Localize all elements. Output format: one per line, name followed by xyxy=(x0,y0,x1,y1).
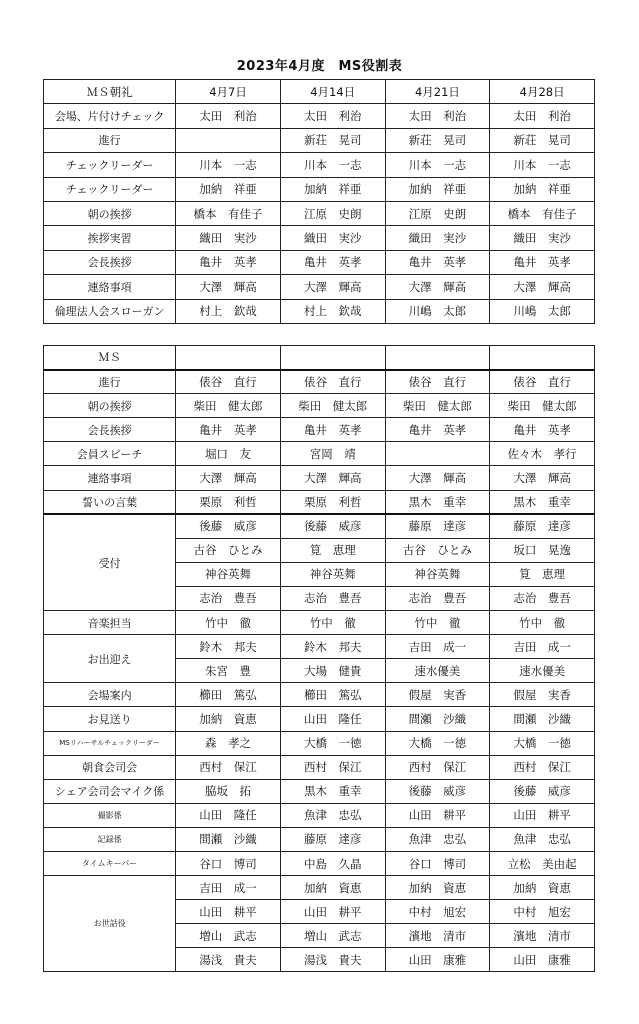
name-cell: 筧 恵理 xyxy=(280,538,385,562)
name-cell: 加納 資恵 xyxy=(280,876,385,900)
name-cell: 古谷 ひとみ xyxy=(385,538,490,562)
name-cell: 志治 豊吾 xyxy=(385,586,490,610)
name-cell: 山田 耕平 xyxy=(176,900,281,924)
name-cell: 大澤 輝高 xyxy=(280,275,385,299)
name-cell: 山田 康雅 xyxy=(490,948,595,972)
name-cell: 櫛田 篤弘 xyxy=(176,683,281,707)
name-cell: 竹中 徹 xyxy=(490,611,595,635)
name-cell: 朱宮 豊 xyxy=(176,659,281,683)
table-row xyxy=(44,275,595,299)
table-row xyxy=(44,827,595,851)
name-cell: 亀井 英孝 xyxy=(176,418,281,442)
name-cell: 新荘 晃司 xyxy=(385,128,490,152)
name-cell: 立松 美由起 xyxy=(490,851,595,875)
role-cell: 連絡事項 xyxy=(44,275,176,299)
name-cell: 鈴木 邦夫 xyxy=(176,635,281,659)
role-cell: 会場案内 xyxy=(44,683,176,707)
name-cell: 亀井 英孝 xyxy=(490,250,595,274)
name-cell: 川嶋 太郎 xyxy=(385,299,490,323)
role-cell: 会員スピーチ xyxy=(44,442,176,466)
role-cell: 受付 xyxy=(44,514,176,610)
role-cell: 挨拶実習 xyxy=(44,226,176,250)
name-cell: 山田 耕平 xyxy=(280,900,385,924)
name-cell: 加納 祥亜 xyxy=(176,177,281,201)
name-cell: 西村 保江 xyxy=(490,755,595,779)
table-row xyxy=(44,611,595,635)
name-cell: 志治 豊吾 xyxy=(176,586,281,610)
table-row xyxy=(44,514,595,538)
name-cell: 大澤 輝高 xyxy=(490,466,595,490)
table-row xyxy=(44,250,595,274)
role-cell: 朝の挨拶 xyxy=(44,201,176,225)
name-cell: 吉田 成一 xyxy=(385,635,490,659)
name-cell: 坂口 晃逸 xyxy=(490,538,595,562)
name-cell: 柴田 健太郎 xyxy=(176,394,281,418)
name-cell: 宮岡 靖 xyxy=(280,442,385,466)
name-cell: 大場 健貴 xyxy=(280,659,385,683)
table-row xyxy=(44,418,595,442)
name-cell: 山田 康雅 xyxy=(385,948,490,972)
name-cell: 大澤 輝高 xyxy=(385,275,490,299)
name-cell: 吉田 成一 xyxy=(176,876,281,900)
name-cell: 佐々木 孝行 xyxy=(490,442,595,466)
name-cell: 織田 実沙 xyxy=(176,226,281,250)
name-cell: 後藤 威彦 xyxy=(176,514,281,538)
name-cell: 濱地 清市 xyxy=(490,924,595,948)
table-row xyxy=(44,755,595,779)
name-cell: 江原 史朗 xyxy=(280,201,385,225)
name-cell: 村上 欽哉 xyxy=(280,299,385,323)
name-cell: 後藤 威彦 xyxy=(385,779,490,803)
table-row xyxy=(44,635,595,659)
table-row xyxy=(44,299,595,323)
name-cell: 速水優美 xyxy=(385,659,490,683)
table-row xyxy=(44,851,595,875)
name-cell: 竹中 徹 xyxy=(176,611,281,635)
table-row xyxy=(44,442,595,466)
name-cell: 吉田 成一 xyxy=(490,635,595,659)
table-row xyxy=(44,104,595,128)
name-cell: 加納 祥亜 xyxy=(490,177,595,201)
name-cell: 鈴木 邦夫 xyxy=(280,635,385,659)
name-cell: 脇坂 拓 xyxy=(176,779,281,803)
name-cell: 山田 耕平 xyxy=(385,803,490,827)
name-cell: 西村 保江 xyxy=(385,755,490,779)
name-cell: 太田 利治 xyxy=(385,104,490,128)
table-row xyxy=(44,876,595,900)
table-row xyxy=(44,201,595,225)
role-cell: お出迎え xyxy=(44,635,176,683)
name-cell: 亀井 英孝 xyxy=(490,418,595,442)
name-cell: 速水優美 xyxy=(490,659,595,683)
name-cell: 俵谷 直行 xyxy=(385,370,490,394)
name-cell: 後藤 威彦 xyxy=(490,779,595,803)
role-cell: 倫理法人会スローガン xyxy=(44,299,176,323)
table-row xyxy=(44,394,595,418)
name-cell: 魚津 忠弘 xyxy=(490,827,595,851)
name-cell: 川本 一志 xyxy=(385,153,490,177)
name-cell: 魚津 忠弘 xyxy=(280,803,385,827)
role-cell: シェア会司会マイク係 xyxy=(44,779,176,803)
role-cell: 誓いの言葉 xyxy=(44,490,176,514)
name-cell: 藤原 達彦 xyxy=(490,514,595,538)
name-cell: 山田 耕平 xyxy=(490,803,595,827)
ms-table xyxy=(43,345,595,972)
role-cell: 連絡事項 xyxy=(44,466,176,490)
name-cell: 間瀬 沙織 xyxy=(176,827,281,851)
name-cell: 中島 久晶 xyxy=(280,851,385,875)
name-cell: 中村 旭宏 xyxy=(385,900,490,924)
header-cell: ＭＳ朝礼 xyxy=(44,80,176,104)
name-cell: 栗原 利哲 xyxy=(176,490,281,514)
ms-morning-table xyxy=(43,79,595,324)
name-cell: 神谷英舞 xyxy=(280,562,385,586)
name-cell: 神谷英舞 xyxy=(176,562,281,586)
name-cell: 竹中 徹 xyxy=(280,611,385,635)
empty-slashed-cell xyxy=(385,442,490,466)
name-cell: 川本 一志 xyxy=(176,153,281,177)
table-row xyxy=(44,707,595,731)
name-cell: 橋本 有佳子 xyxy=(176,201,281,225)
name-cell: 大澤 輝高 xyxy=(385,466,490,490)
name-cell: 大澤 輝高 xyxy=(176,275,281,299)
table-row xyxy=(44,683,595,707)
role-cell: タイムキーパー xyxy=(44,851,176,875)
name-cell: 川嶋 太郎 xyxy=(490,299,595,323)
name-cell: 假屋 実香 xyxy=(490,683,595,707)
role-cell: 記録係 xyxy=(44,827,176,851)
name-cell: 大橋 一徳 xyxy=(385,731,490,755)
name-cell: 櫛田 篤弘 xyxy=(280,683,385,707)
name-cell: 村上 欽哉 xyxy=(176,299,281,323)
name-cell: 亀井 英孝 xyxy=(280,418,385,442)
name-cell: 湯浅 貴夫 xyxy=(176,948,281,972)
name-cell: 黒木 重幸 xyxy=(280,779,385,803)
table-row xyxy=(44,153,595,177)
name-cell: 俵谷 直行 xyxy=(490,370,595,394)
name-cell: 新荘 晃司 xyxy=(490,128,595,152)
header-cell: ＭＳ xyxy=(44,346,176,370)
role-cell: 進行 xyxy=(44,370,176,394)
header-cell: 4月14日 xyxy=(280,80,385,104)
role-cell: チェックリーダー xyxy=(44,153,176,177)
name-cell: 加納 祥亜 xyxy=(280,177,385,201)
name-cell: 加納 祥亜 xyxy=(385,177,490,201)
role-cell: 朝食会司会 xyxy=(44,755,176,779)
name-cell: 志治 豊吾 xyxy=(280,586,385,610)
name-cell: 山田 隆任 xyxy=(176,803,281,827)
name-cell: 大澤 輝高 xyxy=(490,275,595,299)
name-cell: 筧 恵理 xyxy=(490,562,595,586)
role-cell: お世話役 xyxy=(44,876,176,972)
name-cell: 橋本 有佳子 xyxy=(490,201,595,225)
header-cell: 4月28日 xyxy=(490,80,595,104)
table-row xyxy=(44,370,595,394)
name-cell: 加納 資恵 xyxy=(385,876,490,900)
name-cell: 西村 保江 xyxy=(176,755,281,779)
table-row xyxy=(44,490,595,514)
name-cell: 假屋 実香 xyxy=(385,683,490,707)
name-cell: 川本 一志 xyxy=(490,153,595,177)
table-row xyxy=(44,128,595,152)
name-cell: 志治 豊吾 xyxy=(490,586,595,610)
name-cell: 亀井 英孝 xyxy=(385,250,490,274)
role-cell: 撮影係 xyxy=(44,803,176,827)
role-cell: MSリハーサルチェックリーダー xyxy=(44,731,176,755)
name-cell: 新荘 晃司 xyxy=(280,128,385,152)
table-row xyxy=(44,177,595,201)
page-title: 2023年4月度 MS役割表 xyxy=(236,59,403,74)
name-cell: 竹中 徹 xyxy=(385,611,490,635)
role-cell: 音楽担当 xyxy=(44,611,176,635)
name-cell: 後藤 威彦 xyxy=(280,514,385,538)
name-cell: 織田 実沙 xyxy=(280,226,385,250)
name-cell: 柴田 健太郎 xyxy=(280,394,385,418)
name-cell: 大橋 一徳 xyxy=(490,731,595,755)
name-cell: 間瀬 沙織 xyxy=(490,707,595,731)
name-cell: 古谷 ひとみ xyxy=(176,538,281,562)
header-cell: 4月7日 xyxy=(176,80,281,104)
name-cell: 森 孝之 xyxy=(176,731,281,755)
name-cell: 谷口 博司 xyxy=(385,851,490,875)
name-cell: 谷口 博司 xyxy=(176,851,281,875)
role-cell: 進行 xyxy=(44,128,176,152)
header-cell: 4月21日 xyxy=(385,80,490,104)
name-cell: 西村 保江 xyxy=(280,755,385,779)
name-cell: 織田 実沙 xyxy=(490,226,595,250)
name-cell: 江原 史朗 xyxy=(385,201,490,225)
header-cell xyxy=(280,346,385,370)
table-header-row xyxy=(44,346,595,370)
name-cell: 栗原 利哲 xyxy=(280,490,385,514)
name-cell: 湯浅 貴夫 xyxy=(280,948,385,972)
header-cell xyxy=(385,346,490,370)
table-header-row xyxy=(44,80,595,104)
name-cell: 間瀬 沙織 xyxy=(385,707,490,731)
name-cell: 俵谷 直行 xyxy=(280,370,385,394)
name-cell: 中村 旭宏 xyxy=(490,900,595,924)
name-cell: 柴田 健太郎 xyxy=(385,394,490,418)
name-cell: 亀井 英孝 xyxy=(385,418,490,442)
header-cell xyxy=(176,346,281,370)
name-cell: 大澤 輝高 xyxy=(280,466,385,490)
role-cell: お見送り xyxy=(44,707,176,731)
role-cell: 会長挨拶 xyxy=(44,250,176,274)
name-cell: 堀口 友 xyxy=(176,442,281,466)
name-cell: 藤原 達彦 xyxy=(385,514,490,538)
role-cell: 朝の挨拶 xyxy=(44,394,176,418)
name-cell: 大澤 輝高 xyxy=(176,466,281,490)
name-cell: 俵谷 直行 xyxy=(176,370,281,394)
name-cell: 黒木 重幸 xyxy=(490,490,595,514)
table-row xyxy=(44,466,595,490)
name-cell: 大橋 一徳 xyxy=(280,731,385,755)
name-cell: 黒木 重幸 xyxy=(385,490,490,514)
name-cell: 神谷英舞 xyxy=(385,562,490,586)
name-cell: 増山 武志 xyxy=(176,924,281,948)
name-cell: 増山 武志 xyxy=(280,924,385,948)
table-row xyxy=(44,226,595,250)
name-cell: 魚津 忠弘 xyxy=(385,827,490,851)
name-cell: 織田 実沙 xyxy=(385,226,490,250)
role-cell: チェックリーダー xyxy=(44,177,176,201)
name-cell: 加納 資恵 xyxy=(176,707,281,731)
table-row xyxy=(44,803,595,827)
name-cell: 加納 資恵 xyxy=(490,876,595,900)
name-cell: 太田 利治 xyxy=(176,104,281,128)
table-row xyxy=(44,731,595,755)
table-row xyxy=(44,779,595,803)
name-cell: 太田 利治 xyxy=(490,104,595,128)
name-cell: 濱地 清市 xyxy=(385,924,490,948)
header-cell xyxy=(490,346,595,370)
name-cell: 山田 隆任 xyxy=(280,707,385,731)
role-cell: 会場、片付けチェック xyxy=(44,104,176,128)
role-cell: 会長挨拶 xyxy=(44,418,176,442)
name-cell: 亀井 英孝 xyxy=(280,250,385,274)
name-cell xyxy=(176,128,281,152)
name-cell: 川本 一志 xyxy=(280,153,385,177)
name-cell: 太田 利治 xyxy=(280,104,385,128)
name-cell: 柴田 健太郎 xyxy=(490,394,595,418)
name-cell: 亀井 英孝 xyxy=(176,250,281,274)
name-cell: 藤原 達彦 xyxy=(280,827,385,851)
